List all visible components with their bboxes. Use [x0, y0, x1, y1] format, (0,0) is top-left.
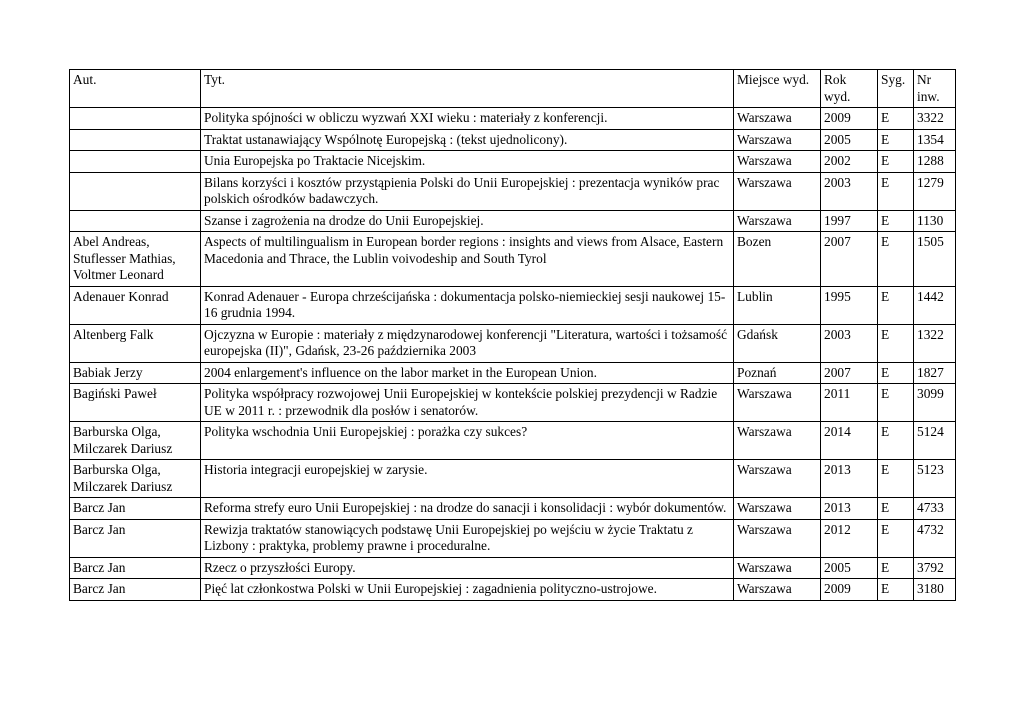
table-row — [70, 384, 956, 422]
cell-place: Gdańsk — [734, 324, 821, 362]
cell-place: Poznań — [734, 362, 821, 384]
cell-inventory-number: 3792 — [914, 557, 956, 579]
cell-signature: E — [878, 286, 914, 324]
cell-signature: E — [878, 151, 914, 173]
cell-title: Traktat ustanawiający Wspólnotę Europejską : (tekst ujednolicony). — [201, 129, 734, 151]
table-body — [70, 108, 956, 601]
cell-author — [70, 210, 201, 232]
table-row — [70, 232, 956, 287]
cell-year: 2013 — [821, 498, 878, 520]
cell-author: Adenauer Konrad — [70, 286, 201, 324]
cell-inventory-number: 3180 — [914, 579, 956, 601]
cell-title: Aspects of multilingualism in European border regions : insights and views from Alsace, Eastern Macedonia and Thrace, the Lublin voivodeship and South Tyrol — [201, 232, 734, 287]
table-row — [70, 108, 956, 130]
cell-year: 2002 — [821, 151, 878, 173]
cell-title: Konrad Adenauer - Europa chrześcijańska : dokumentacja polsko-niemieckiej sesji naukowej 15-16 grudnia 1994. — [201, 286, 734, 324]
cell-author — [70, 129, 201, 151]
cell-signature: E — [878, 557, 914, 579]
header-inventory-number: Nr inw. — [914, 70, 956, 108]
cell-signature: E — [878, 232, 914, 287]
cell-signature: E — [878, 579, 914, 601]
table-row — [70, 210, 956, 232]
table-row — [70, 129, 956, 151]
table-row — [70, 324, 956, 362]
cell-place: Warszawa — [734, 108, 821, 130]
cell-inventory-number: 5123 — [914, 460, 956, 498]
cell-signature: E — [878, 172, 914, 210]
cell-place: Warszawa — [734, 172, 821, 210]
cell-author: Barcz Jan — [70, 519, 201, 557]
cell-author — [70, 151, 201, 173]
cell-year: 2009 — [821, 579, 878, 601]
cell-title: Unia Europejska po Traktacie Nicejskim. — [201, 151, 734, 173]
cell-year: 2005 — [821, 129, 878, 151]
cell-author: Bagiński Paweł — [70, 384, 201, 422]
cell-year: 2005 — [821, 557, 878, 579]
cell-inventory-number: 1322 — [914, 324, 956, 362]
cell-place: Warszawa — [734, 129, 821, 151]
catalog-table — [69, 69, 956, 601]
cell-inventory-number: 1288 — [914, 151, 956, 173]
cell-place: Warszawa — [734, 498, 821, 520]
table-row — [70, 362, 956, 384]
cell-place: Warszawa — [734, 579, 821, 601]
table-row — [70, 579, 956, 601]
table-row — [70, 422, 956, 460]
cell-author: Barburska Olga, Milczarek Dariusz — [70, 422, 201, 460]
cell-title: Szanse i zagrożenia na drodze do Unii Europejskiej. — [201, 210, 734, 232]
cell-place: Warszawa — [734, 151, 821, 173]
cell-signature: E — [878, 324, 914, 362]
cell-inventory-number: 5124 — [914, 422, 956, 460]
header-place: Miejsce wyd. — [734, 70, 821, 108]
cell-inventory-number: 4732 — [914, 519, 956, 557]
cell-inventory-number: 4733 — [914, 498, 956, 520]
table-row — [70, 172, 956, 210]
cell-signature: E — [878, 422, 914, 460]
cell-title: Historia integracji europejskiej w zarysie. — [201, 460, 734, 498]
cell-year: 2012 — [821, 519, 878, 557]
table-row — [70, 557, 956, 579]
cell-title: Rzecz o przyszłości Europy. — [201, 557, 734, 579]
table-row — [70, 519, 956, 557]
cell-title: Polityka wschodnia Unii Europejskiej : porażka czy sukces? — [201, 422, 734, 460]
cell-place: Warszawa — [734, 422, 821, 460]
cell-inventory-number: 1279 — [914, 172, 956, 210]
table-row — [70, 151, 956, 173]
header-signature: Syg. — [878, 70, 914, 108]
cell-year: 2014 — [821, 422, 878, 460]
cell-year: 1997 — [821, 210, 878, 232]
cell-signature: E — [878, 129, 914, 151]
cell-signature: E — [878, 498, 914, 520]
cell-author: Abel Andreas, Stuflesser Mathias, Voltmer Leonard — [70, 232, 201, 287]
cell-inventory-number: 1442 — [914, 286, 956, 324]
cell-signature: E — [878, 460, 914, 498]
table-row — [70, 498, 956, 520]
cell-year: 2013 — [821, 460, 878, 498]
cell-title: Polityka współpracy rozwojowej Unii Europejskiej w kontekście polskiej prezydencji w Radzie UE w 2011 r. : przewodnik dla posłów i senatorów. — [201, 384, 734, 422]
cell-inventory-number: 1505 — [914, 232, 956, 287]
cell-year: 2007 — [821, 232, 878, 287]
cell-inventory-number: 1130 — [914, 210, 956, 232]
cell-author: Barcz Jan — [70, 498, 201, 520]
cell-signature: E — [878, 108, 914, 130]
cell-title: Bilans korzyści i kosztów przystąpienia Polski do Unii Europejskiej : prezentacja wyników prac polskich ośrodków badawczych. — [201, 172, 734, 210]
header-row — [70, 70, 956, 108]
cell-place: Lublin — [734, 286, 821, 324]
header-author: Aut. — [70, 70, 201, 108]
table-row — [70, 286, 956, 324]
cell-year: 2003 — [821, 172, 878, 210]
cell-inventory-number: 1827 — [914, 362, 956, 384]
header-title: Tyt. — [201, 70, 734, 108]
cell-signature: E — [878, 362, 914, 384]
cell-title: Rewizja traktatów stanowiących podstawę Unii Europejskiej po wejściu w życie Traktatu z Lizbony : praktyka, problemy prawne i proceduralne. — [201, 519, 734, 557]
cell-year: 2011 — [821, 384, 878, 422]
cell-signature: E — [878, 384, 914, 422]
cell-author — [70, 108, 201, 130]
cell-place: Warszawa — [734, 519, 821, 557]
cell-author: Barburska Olga, Milczarek Dariusz — [70, 460, 201, 498]
cell-title: Polityka spójności w obliczu wyzwań XXI wieku : materiały z konferencji. — [201, 108, 734, 130]
cell-inventory-number: 3322 — [914, 108, 956, 130]
cell-year: 2009 — [821, 108, 878, 130]
cell-year: 1995 — [821, 286, 878, 324]
cell-author: Barcz Jan — [70, 557, 201, 579]
cell-title: 2004 enlargement's influence on the labor market in the European Union. — [201, 362, 734, 384]
cell-year: 2007 — [821, 362, 878, 384]
cell-inventory-number: 1354 — [914, 129, 956, 151]
cell-signature: E — [878, 519, 914, 557]
cell-title: Pięć lat członkostwa Polski w Unii Europejskiej : zagadnienia polityczno-ustrojowe. — [201, 579, 734, 601]
cell-place: Warszawa — [734, 384, 821, 422]
cell-author: Barcz Jan — [70, 579, 201, 601]
cell-title: Ojczyzna w Europie : materiały z międzynarodowej konferencji "Literatura, wartości i tożsamość europejska (II)", Gdańsk, 23-26 października 2003 — [201, 324, 734, 362]
table-row — [70, 460, 956, 498]
cell-title: Reforma strefy euro Unii Europejskiej : na drodze do sanacji i konsolidacji : wybór dokumentów. — [201, 498, 734, 520]
cell-place: Warszawa — [734, 210, 821, 232]
header-year: Rok wyd. — [821, 70, 878, 108]
cell-author — [70, 172, 201, 210]
cell-place: Warszawa — [734, 460, 821, 498]
cell-author: Babiak Jerzy — [70, 362, 201, 384]
cell-year: 2003 — [821, 324, 878, 362]
cell-place: Bozen — [734, 232, 821, 287]
cell-signature: E — [878, 210, 914, 232]
cell-author: Altenberg Falk — [70, 324, 201, 362]
cell-inventory-number: 3099 — [914, 384, 956, 422]
cell-place: Warszawa — [734, 557, 821, 579]
